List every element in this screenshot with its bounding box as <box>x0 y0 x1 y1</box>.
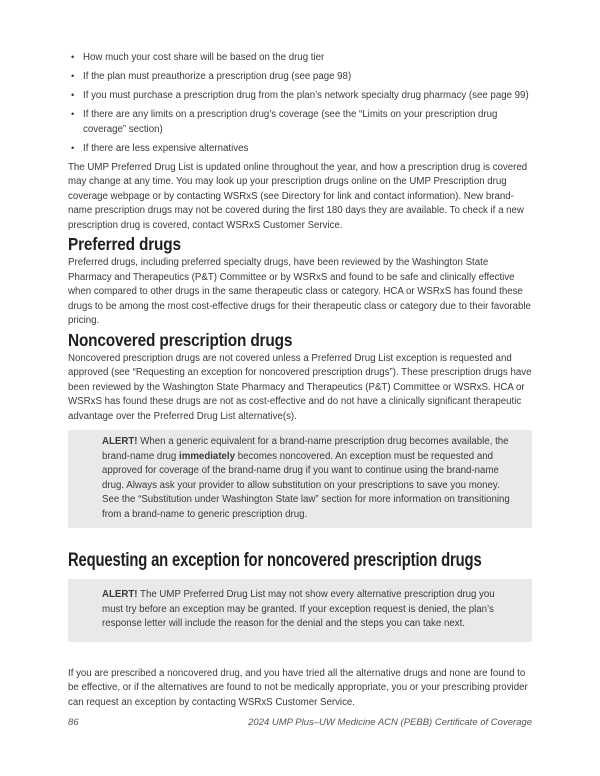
intro-paragraph: The UMP Preferred Drug List is updated online throughout the year, and how a prescription drug is covered may change at any time. You may look up your prescription drugs online on the UMP Prescription drug coverage webpage or by contacting WSRxS (see Directory for link and contact information). New brand-name prescription drugs may not be covered during the first 180 days they are available. To check if a new prescription drug is covered, contact WSRxS Customer Service. <box>68 161 528 231</box>
list-item: • If there are less expensive alternatives <box>68 142 532 157</box>
page-heading-text: Requesting an exception for noncovered prescription drugs <box>68 550 482 571</box>
list-item: • How much your cost share will be based on the drug tier <box>68 51 532 66</box>
alert-text: The UMP Preferred Drug List may not show every alternative prescription drug you must try before an exception may be granted. If your exception request is denied, the plan’s response letter will include the reason for the denial and the steps you can take next. <box>102 589 495 629</box>
closing-paragraph: If you are prescribed a noncovered drug, and you have tried all the alternative drugs and none are found to be effective, or if the alternatives are found to not be medically appropriate, you or your prescribing provider can request an exception by contacting WSRxS Customer Service. <box>68 667 528 708</box>
alert-text: When a generic equivalent for a brand-name prescription drug becomes available, the brand-name drug <box>102 436 509 462</box>
alert-emphasis-text: immediately <box>179 450 236 462</box>
page-footer <box>68 717 532 729</box>
list-item: • If you must purchase a prescription drug from the plan’s network specialty drug pharmacy (see page 99) <box>68 89 532 104</box>
section-heading-text: Noncovered prescription drugs <box>68 329 293 350</box>
list-item: • If the plan must preauthorize a prescription drug (see page 98) <box>68 70 532 85</box>
footer-doc-title: 2024 UMP Plus–UW Medicine ACN (PEBB) Certificate of Coverage <box>248 717 532 728</box>
preferred-drugs-paragraph: Preferred drugs, including preferred specialty drugs, have been reviewed by the Washington State Pharmacy and Therapeutics (P&T) Committee or by WSRxS and found to be safe and clinically effective when compared to other drugs in the same therapeutic class or category. HCA or WSRxS has found these drugs to be among the most cost-effective drugs for their therapeutic class or category due to their favorable pricing. <box>68 257 531 326</box>
section-heading-preferred-drugs <box>68 233 532 254</box>
section-heading-text: Preferred drugs <box>68 234 181 254</box>
list-item: • If there are any limits on a prescription drug’s coverage (see the “Limits on your prescription drug coverage” section) <box>68 108 532 137</box>
section-heading-noncovered-drugs <box>68 329 532 350</box>
page-heading-requesting-exception <box>68 544 532 572</box>
page-number: 86 <box>68 717 79 728</box>
alert-label: ALERT! <box>102 589 138 600</box>
bullet-list <box>68 51 532 156</box>
alert-text: becomes noncovered. An exception must be requested and approved for coverage of the brand-name drug if you want to continue using the brand-name drug. Always ask your provider to allow substitution on your prescriptions to save you money. See the “Substitution under Washington State law” section for more information on transitioning from a brand-name to generic prescription drug. <box>102 450 510 520</box>
noncovered-drugs-paragraph: Noncovered prescription drugs are not covered unless a Preferred Drug List exception is requested and approved (see “Requesting an exception for noncovered prescription drugs”). These prescription drugs have been reviewed by the Washington State Pharmacy and Therapeutics (P&T) Committee or WSRxS. HCA or WSRxS has found these drugs are not as cost-effective and do not have a clinically significant therapeutic advantage over the Preferred Drug List alternative(s). <box>68 352 532 422</box>
alert-label: ALERT! <box>102 436 138 447</box>
alert-box-generic-substitution <box>68 430 532 528</box>
alert-box-exception-list <box>68 579 532 642</box>
